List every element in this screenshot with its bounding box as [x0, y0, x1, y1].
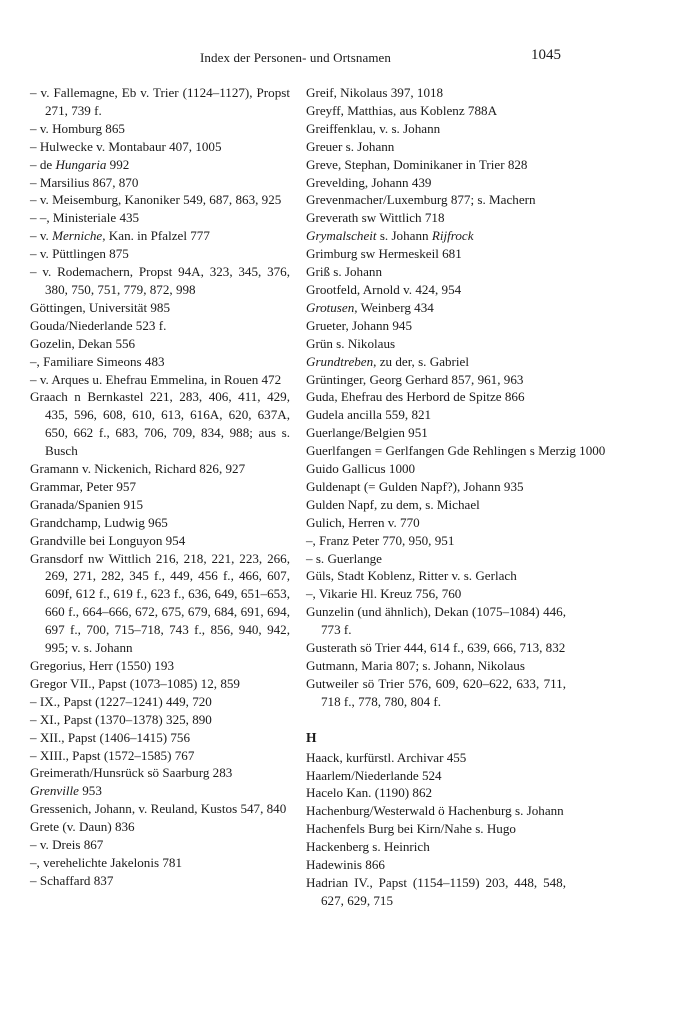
index-entry-text: Haarlem/Niederlande 524: [306, 767, 442, 783]
index-entry-text: Gouda/Niederlande 523 f.: [30, 317, 167, 333]
index-entry: [306, 174, 566, 192]
index-entry-text: Grevelding, Johann 439: [306, 174, 432, 190]
index-entry-text: Göttingen, Universität 985: [30, 299, 171, 315]
index-entry: [30, 478, 290, 496]
index-entry-text: – v. Fallemagne, Eb v. Trier (1124–1127), Propst 271, 739 f.: [30, 85, 290, 118]
index-entry-text: 953: [78, 783, 102, 799]
index-entry: [306, 299, 566, 317]
index-entry: [306, 335, 566, 353]
index-entry: [30, 317, 290, 335]
index-entry: [30, 353, 290, 371]
index-entry: [30, 120, 290, 138]
right-column-entries: [306, 84, 606, 711]
index-entry-text: , Weinberg 434: [354, 299, 434, 315]
index-entry-text: – v. Püttlingen 875: [30, 246, 129, 262]
index-entry-text: Grammar, Peter 957: [30, 478, 137, 494]
index-entry: [306, 227, 566, 245]
index-entry-text: – v. Dreis 867: [30, 837, 104, 853]
index-entry-text: – Schaffard 837: [30, 872, 114, 888]
index-entry: [306, 838, 566, 856]
index-entry-text: Guerlfangen = Gerlfangen Gde Rehlingen s Merzig 1000: [306, 443, 606, 459]
index-entry-text: –, Franz Peter 770, 950, 951: [306, 532, 455, 548]
index-entry-italic-text: Grymalscheit: [306, 228, 377, 244]
index-entry-text: Greyff, Matthias, aus Koblenz 788A: [306, 102, 498, 118]
index-entry-text: Gulden Napf, zu dem, s. Michael: [306, 496, 480, 512]
index-entry-text: – v. Meisemburg, Kanoniker 549, 687, 863, 925: [30, 192, 282, 208]
index-entry-text: Guido Gallicus 1000: [306, 461, 416, 477]
index-entry-text: – v. Arques u. Ehefrau Emmelina, in Rouen 472: [30, 371, 282, 387]
index-entry-text: –, Vikarie Hl. Kreuz 756, 760: [306, 586, 462, 602]
index-entry-text: Gunzelin (und ähnlich), Dekan (1075–1084) 446, 773 f.: [306, 604, 566, 638]
index-entry: [30, 191, 290, 209]
index-entry: [30, 335, 290, 353]
index-entry: [306, 639, 566, 657]
index-entry-text: –, Familiare Simeons 483: [30, 353, 165, 369]
index-entry: [30, 729, 290, 747]
index-entry-text: Grete (v. Daun) 836: [30, 819, 135, 835]
index-entry-text: Gregorius, Herr (1550) 193: [30, 658, 174, 673]
index-entry-text: Hadrian IV., Papst (1154–1159) 203, 448, 548, 627, 629, 715: [306, 874, 566, 908]
index-entry: [306, 84, 566, 102]
index-entry-text: – Hulwecke v. Montabaur 407, 1005: [30, 138, 222, 154]
index-entry-text: – v. Homburg 865: [30, 120, 125, 136]
index-entry: [306, 802, 566, 820]
index-entry: [306, 245, 566, 263]
running-title: Index der Personen- und Ortsnamen: [200, 50, 392, 65]
index-entry-italic-text: Grenville: [30, 783, 79, 799]
index-entry-text: – s. Guerlange: [306, 550, 382, 566]
index-entry-text: – v.: [30, 228, 53, 244]
index-entry-text: Hachenburg/Westerwald ö Hachenburg s. Johann: [306, 803, 564, 819]
index-entry-text: Griß s. Johann: [306, 264, 383, 280]
index-entry: [30, 138, 290, 156]
index-entry-text: Grimburg sw Hermeskeil 681: [306, 246, 462, 262]
index-entry: [306, 603, 566, 639]
index-entry: [306, 281, 566, 299]
index-entry-text: Grueter, Johann 945: [306, 317, 413, 333]
index-entry: [306, 478, 566, 496]
index-entry-text: Greiffenklau, v. s. Johann: [306, 120, 441, 136]
index-entry-text: Grün s. Nikolaus: [306, 335, 396, 351]
index-entry: [30, 693, 290, 711]
index-entry-text: Guldenapt (= Gulden Napf?), Johann 935: [306, 478, 524, 494]
index-entry-text: Gressenich, Johann, v. Reuland, Kustos 547, 840: [30, 801, 287, 817]
index-entry-text: Gulich, Herren v. 770: [306, 514, 420, 530]
index-entry: [30, 764, 290, 782]
index-entry-text: Grüntinger, Georg Gerhard 857, 961, 963: [306, 371, 524, 387]
index-entry: [30, 854, 290, 872]
index-entry-text: – de: [30, 156, 56, 172]
index-entry-text: – Marsilius 867, 870: [30, 174, 139, 190]
section-h-entries: [306, 749, 566, 910]
index-entry-text: Guda, Ehefrau des Herbord de Spitze 866: [306, 389, 525, 405]
index-entry-text: Hacelo Kan. (1190) 862: [306, 785, 433, 801]
index-entry: [306, 156, 566, 174]
index-entry: [306, 442, 606, 460]
index-entry: [30, 836, 290, 854]
index-entry-text: –, verehelichte Jakelonis 781: [30, 854, 182, 870]
index-entry: [30, 496, 290, 514]
index-entry: [306, 388, 566, 406]
index-entry-italic-text: Rijfrock: [431, 228, 474, 244]
index-entry-text: Greverath sw Wittlich 718: [306, 210, 445, 226]
index-entry-text: Hadewinis 866: [306, 857, 385, 873]
index-entry: [306, 767, 566, 785]
index-entry: [30, 209, 290, 227]
index-entry: [30, 174, 290, 192]
index-entry: [306, 424, 566, 442]
index-entry: [306, 191, 566, 209]
index-entry: [306, 550, 566, 568]
index-entry-text: Greimerath/Hunsrück sö Saarburg 283: [30, 765, 233, 781]
page-number: 1045: [531, 47, 561, 63]
index-entry: [30, 263, 290, 299]
index-entry-text: Greif, Nikolaus 397, 1018: [306, 85, 444, 100]
index-entry: [306, 856, 566, 874]
right-column: [306, 84, 606, 910]
index-entry-text: – XIII., Papst (1572–1585) 767: [30, 747, 195, 763]
index-entry: [306, 675, 566, 711]
index-entry: [30, 800, 290, 818]
index-entry: [306, 874, 566, 910]
index-entry-text: – –, Ministeriale 435: [30, 210, 140, 226]
index-entry: [30, 657, 290, 675]
index-entry: [30, 156, 290, 174]
index-entry-text: Gransdorf nw Wittlich 216, 218, 221, 223, 266, 269, 271, 282, 345 f., 449, 456 f., 466, 607, 609f, 612 f., 619 f., 623 f., 636, 649, 651–653, 660 f., 664–666, 672, 675, 679, 684, 691, 694, 697 f., 700, 715–718, 743 f., 856, 940, 942, 995; v. s. Johann: [30, 550, 290, 656]
index-entry: [306, 585, 566, 603]
index-entry: [30, 84, 290, 120]
index-entry: [306, 567, 566, 585]
index-entry-italic-text: Grundtreben: [306, 353, 374, 369]
left-column: [30, 84, 290, 890]
index-entry-text: Hackenberg s. Heinrich: [306, 839, 430, 855]
index-entry-text: – IX., Papst (1227–1241) 449, 720: [30, 693, 212, 709]
index-entry-text: Gutweiler sö Trier 576, 609, 620–622, 633, 711, 718 f., 778, 780, 804 f.: [306, 675, 566, 709]
index-entry-text: Grootfeld, Arnold v. 424, 954: [306, 281, 462, 297]
index-entry-text: Gutmann, Maria 807; s. Johann, Nikolaus: [306, 658, 525, 673]
index-entry-text: Grandville bei Longuyon 954: [30, 532, 186, 548]
index-entry-text: Gregor VII., Papst (1073–1085) 12, 859: [30, 675, 240, 691]
index-entry: [30, 460, 290, 478]
index-entry: [30, 371, 290, 389]
index-entry: [306, 138, 566, 156]
index-entry-text: 992: [106, 156, 130, 172]
index-entry: [30, 782, 290, 800]
index-entry: [30, 747, 290, 765]
index-entry: [30, 388, 290, 460]
index-entry: [306, 657, 566, 675]
index-entry-text: Haack, kurfürstl. Archivar 455: [306, 749, 467, 765]
index-entry: [306, 406, 566, 424]
index-entry: [306, 749, 566, 767]
index-entry: [306, 514, 566, 532]
index-entry-italic-text: Hungaria: [55, 156, 107, 172]
index-entry: [30, 245, 290, 263]
index-entry-text: Guerlange/Belgien 951: [306, 425, 428, 441]
index-entry-text: – v. Rodemachern, Propst 94A, 323, 345, 376, 380, 750, 751, 779, 872, 998: [30, 264, 290, 297]
index-entry-text: , Kan. in Pfalzel 777: [102, 228, 210, 244]
index-entry-text: Gozelin, Dekan 556: [30, 335, 136, 351]
index-entry: [30, 872, 290, 890]
index-entry-text: Gusterath sö Trier 444, 614 f., 639, 666, 713, 832: [306, 640, 566, 656]
index-entry-text: Hachenfels Burg bei Kirn/Nahe s. Hugo: [306, 821, 516, 837]
index-entry: [30, 550, 290, 657]
index-entry: [30, 227, 290, 245]
index-entry-text: Granada/Spanien 915: [30, 496, 144, 512]
index-entry: [30, 532, 290, 550]
index-entry: [306, 353, 566, 371]
index-entry: [306, 820, 566, 838]
section-heading-h: H: [306, 729, 317, 745]
index-entry: [306, 102, 566, 120]
index-entry: [306, 263, 566, 281]
index-entry: [30, 299, 290, 317]
index-entry: [30, 514, 290, 532]
index-entry-text: Grandchamp, Ludwig 965: [30, 514, 168, 530]
index-entry: [306, 496, 566, 514]
index-entry-text: Grevenmacher/Luxemburg 877; s. Machern: [306, 192, 536, 208]
index-entry: [306, 317, 566, 335]
index-entry: [30, 818, 290, 836]
index-entry-text: Gudela ancilla 559, 821: [306, 407, 432, 423]
index-entry: [306, 209, 566, 227]
index-entry-text: – XII., Papst (1406–1415) 756: [30, 729, 191, 745]
index-entry-text: Greve, Stephan, Dominikaner in Trier 828: [306, 156, 528, 172]
index-entry-text: Greuer s. Johann: [306, 138, 395, 154]
index-entry-text: Gramann v. Nickenich, Richard 826, 927: [30, 461, 246, 477]
index-entry: [30, 711, 290, 729]
index-entry: [306, 371, 566, 389]
index-entry: [306, 120, 566, 138]
index-entry-italic-text: Grotusen: [306, 299, 355, 315]
index-entry: [306, 784, 566, 802]
index-entry-text: , zu der, s. Gabriel: [373, 353, 469, 369]
index-entry: [30, 675, 290, 693]
index-entry-text: – XI., Papst (1370–1378) 325, 890: [30, 711, 212, 727]
index-entry-text: Güls, Stadt Koblenz, Ritter v. s. Gerlach: [306, 568, 517, 584]
index-entry: [306, 532, 566, 550]
index-entry-text: s. Johann: [376, 228, 432, 244]
index-entry-italic-text: Merniche: [52, 228, 103, 244]
index-entry: [306, 460, 566, 478]
index-entry-text: Graach n Bernkastel 221, 283, 406, 411, 429, 435, 596, 608, 610, 613, 616A, 620, 637A, 650, 662 f., 683, 706, 709, 834, 988; aus s. Busch: [30, 389, 290, 459]
